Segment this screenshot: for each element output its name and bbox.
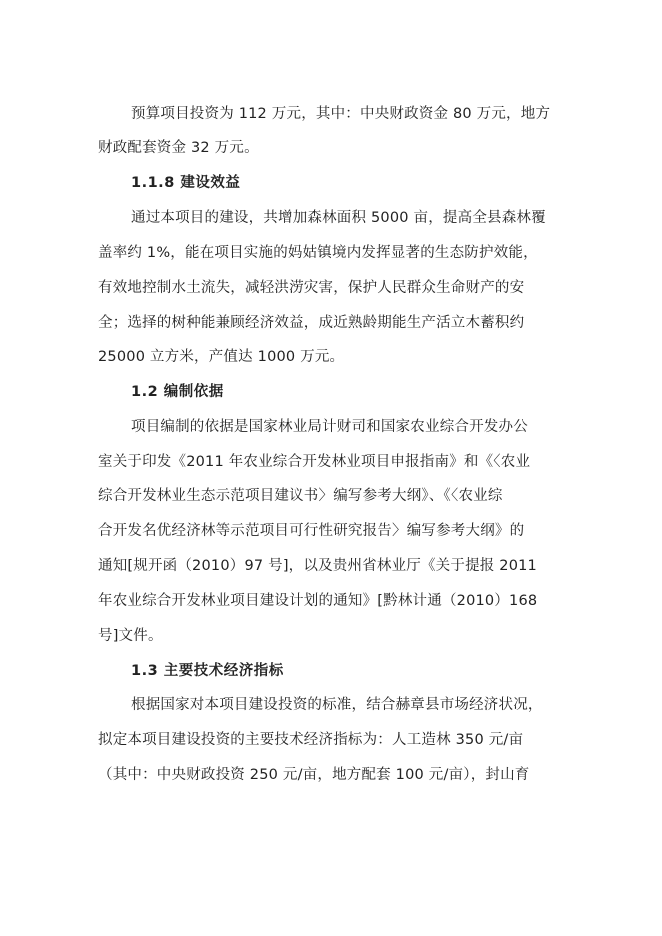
section-1-2-heading: 1.2 编制依据 bbox=[131, 384, 224, 400]
section-1-3-line-2: 拟定本项目建设投资的主要技术经济指标为：人工造林 350 元/亩 bbox=[98, 732, 524, 748]
section-1-2-line-4: 合开发名优经济林等示范项目可行性研究报告〉编写参考大纲》的 bbox=[98, 523, 525, 539]
section-1-1-8-line-1: 通过本项目的建设，共增加森林面积 5000 亩，提高全县森林覆 bbox=[131, 210, 546, 226]
section-1-1-8-line-5: 25000 立方米，产值达 1000 万元。 bbox=[98, 349, 345, 365]
section-1-3-line-3: （其中：中央财政投资 250 元/亩，地方配套 100 元/亩），封山育 bbox=[98, 767, 530, 783]
section-1-3-line-1: 根据国家对本项目建设投资的标准，结合赫章县市场经济状况， bbox=[131, 697, 543, 713]
budget-line-1: 预算项目投资为 112 万元，其中：中央财政资金 80 万元，地方 bbox=[131, 106, 551, 122]
budget-line-2: 财政配套资金 32 万元。 bbox=[98, 140, 259, 156]
section-1-2-line-5: 通知[规开函（2010）97 号]，以及贵州省林业厅《关于提报 2011 bbox=[98, 558, 537, 574]
section-1-1-8-heading: 1.1.8 建设效益 bbox=[131, 175, 241, 191]
section-1-3-heading: 1.3 主要技术经济指标 bbox=[131, 663, 284, 679]
section-1-2-line-3: 综合开发林业生态示范项目建议书〉编写参考大纲》、《〈农业综 bbox=[98, 488, 503, 504]
section-1-1-8-line-3: 有效地控制水土流失，减轻洪涝灾害，保护人民群众生命财产的安 bbox=[98, 280, 525, 296]
section-1-1-8-line-2: 盖率约 1%，能在项目实施的妈姑镇境内发挥显著的生态防护效能， bbox=[98, 245, 538, 261]
section-1-2-line-2: 室关于印发《2011 年农业综合开发林业项目申报指南》和《〈农业 bbox=[98, 454, 531, 470]
section-1-2-line-6: 年农业综合开发林业项目建设计划的通知》[黔林计通（2010）168 bbox=[98, 593, 538, 609]
section-1-1-8-line-4: 全；选择的树种能兼顾经济效益，成近熟龄期能生产活立木蓄积约 bbox=[98, 315, 525, 331]
section-1-2-line-7: 号]文件。 bbox=[98, 628, 163, 644]
section-1-2-line-1: 项目编制的依据是国家林业局计财司和国家农业综合开发办公 bbox=[131, 419, 528, 435]
